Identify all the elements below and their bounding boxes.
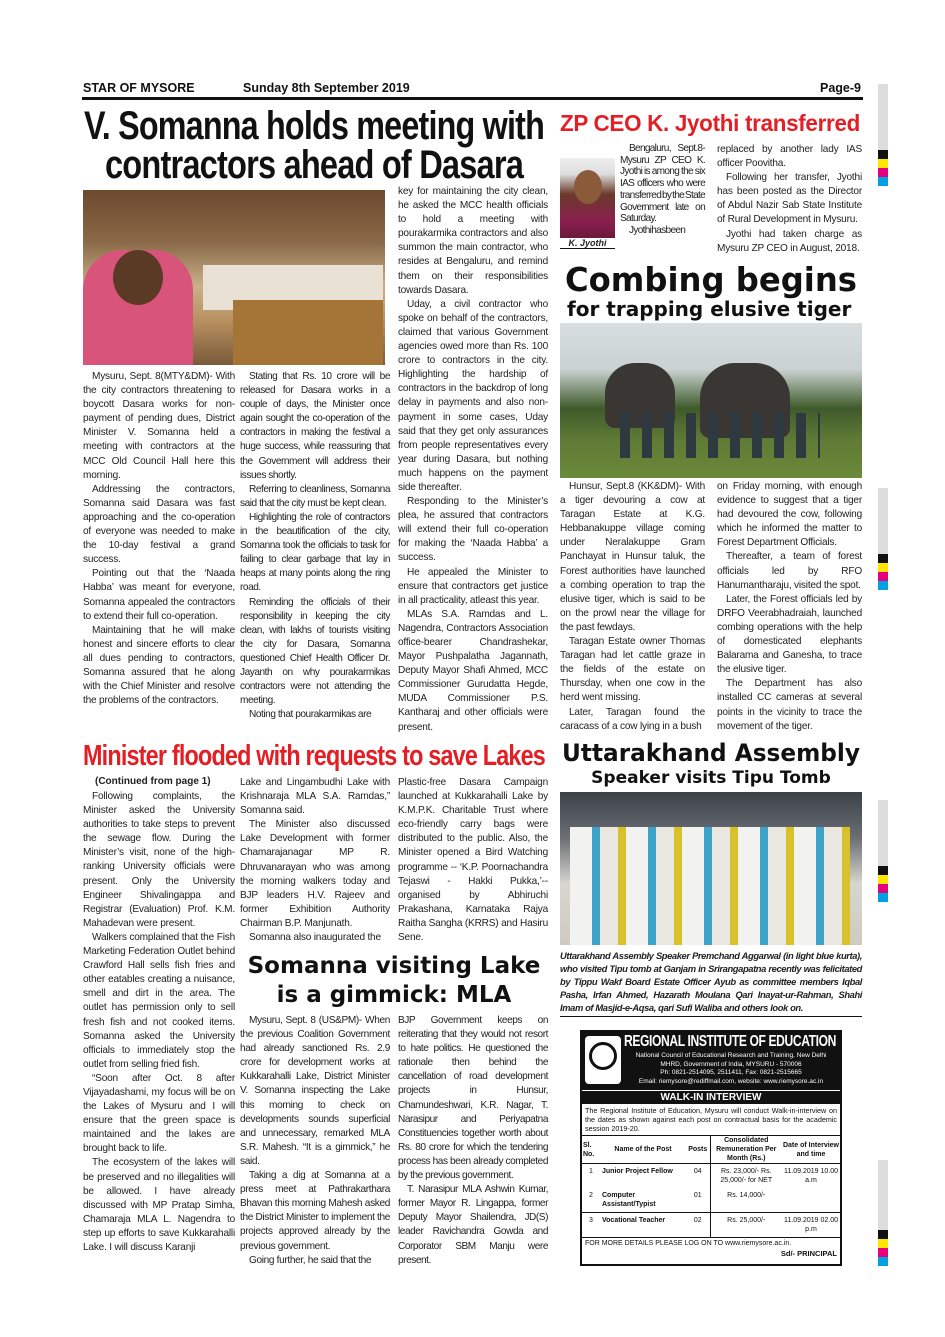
cell-post: Vocational Teacher	[602, 1217, 666, 1224]
ad-line2: MHRD, Government of India, MYSURU - 570006	[660, 1060, 802, 1068]
paragraph: Pointing out that the ‘Naada Habba’ was meant for everyone, Somanna appealed the contractors to extend their full co-operation.	[83, 568, 235, 622]
ad-posts-table	[582, 1135, 840, 1237]
paragraph: Jyothi has been	[629, 224, 686, 236]
ad-banner: WALK-IN INTERVIEW	[582, 1090, 840, 1104]
cell-count: 04	[686, 1164, 710, 1189]
paragraph: BJP Government keeps on reiterating that they would not resort to hate politics. He questioned the rationale then behind the cancellation of road development projects in Hunsur, Chamundeshwari, K.R. Nagar, T. Narasipur and Periyapatna Constituencies together worth about Rs. 80 crore for which the tendering process has been already completed by the previous government.	[398, 1015, 548, 1182]
paragraph: Taking a dig at Somanna at a press meet at Pathrakarthara Bhavan this morning Mahesh asked the District Minister to implement the projects approved already by the previous government.	[240, 1170, 390, 1252]
th-date: Date of Interview and time	[782, 1141, 839, 1158]
table-row	[582, 1164, 840, 1189]
paragraph: Referring to cleanliness, Somanna said that the city must be kept clean.	[240, 483, 390, 509]
paragraph: Following complaints, the Minister asked the University authorities to take steps to prevent the sewage flow. During the Minister’s visit, none of the high-ranking University officials were present. Only the University Engineer Shivalingappa and Registrar (Evaluation) Prof. K.M. Mahadevan were present.	[83, 791, 235, 929]
cell-date: 11.09.2019 02.00 p.m	[784, 1217, 838, 1233]
paragraph: Following her transfer, Jyothi has been posted as the Director of Abdul Nazir Sab State Institute of Rural Development in Mysuru.	[717, 172, 862, 226]
photo-wrap-spacer	[560, 157, 617, 257]
paragraph: He appealed the Minister to ensure that contractors get justice in all practicality, atleast this year.	[398, 566, 548, 606]
table-row	[582, 1188, 840, 1213]
headline-lakes: Minister flooded with requests to save Lakes	[83, 740, 545, 772]
ad-line1: National Council of Educational Research and Training, New Delhi	[635, 1052, 827, 1059]
paragraph: replaced by another lady IAS officer Poovitha.	[717, 144, 862, 170]
paragraph: Addressing the contractors, Somanna said Dasara was fast approaching and the co-operation of everyone was needed to make the 10-day festival a grand success.	[83, 483, 235, 566]
header-rule	[82, 97, 863, 100]
headline-uttarakhand-line2: Speaker visits Tipu Tomb	[591, 768, 831, 788]
paragraph: Hunsur, Sept.8 (KK&DM)- With a tiger devouring a cow at Taragan Estate at K.G. Hebbanakuppe village coming under Neralakuppe Gram Panchayat in Hunsur taluk, the Forest authorities have launched a combing operation to trap the elusive tiger, which is said to be on the prowl near the village for the past fewdays.	[560, 481, 705, 633]
ad-header	[582, 1032, 840, 1090]
headline-tiger-sub: for trapping elusive tiger	[567, 297, 852, 321]
paragraph: Reminding the officials of their responsibility in keeping the city clean, with lakhs of tourists visiting the city for Dasara, Somanna questioned Chief Health Officer Dr. Jayanth on why pourakarmikas contractors were not attending the meeting.	[240, 596, 390, 707]
headline-gimmick	[240, 952, 548, 1010]
headline-gimmick-line2: is a gimmick: MLA	[276, 982, 512, 1008]
continued-note: (Continued from page 1)	[95, 776, 211, 787]
th-sl: Sl. No.	[583, 1141, 595, 1158]
paragraph: key for maintaining the city clean, he asked the MCC health officials to hold a meeting with pourakarmika contractors and also summon the main contractor, who resides at Bengaluru, and remind them on their responsibilities towards Dasara.	[398, 186, 548, 296]
ncert-logo-icon	[585, 1036, 621, 1084]
paragraph: Maintaining that he will make honest and sincere efforts to clear all dues pending to contractors, Somanna assured that he along with the Chief Minister and resolve the problems of the contractors.	[83, 624, 235, 707]
cell-count: 02	[686, 1213, 710, 1238]
paragraph: Going further, he said that the	[249, 1254, 372, 1266]
cell-sl: 3	[589, 1217, 593, 1224]
cell-pay: Rs. 14,000/-	[727, 1192, 766, 1199]
paragraph: Stating that Rs. 10 crore will be released for Dasara works in a couple of days, the Minister once again sought the co-operation of the contractors in making the festival a huge success, while reassuring that the Government will address their issues shortly.	[240, 371, 390, 481]
lakes-col-1	[83, 790, 235, 1255]
paragraph: Later, Taragan found the caracass of a cow lying in a bush	[560, 706, 705, 732]
jyothi-photo-caption: K. Jyothi	[560, 238, 615, 249]
gimmick-col-2	[398, 1014, 548, 1268]
page-number: Page-9	[820, 81, 861, 95]
paragraph: Highlighting the role of contractors in the beautification of the city, Somanna took the officials to task for failing to clear garbage that lay in heaps at many points along the ring road.	[240, 511, 390, 594]
tiger-col-1	[560, 480, 705, 734]
ad-title: REGIONAL INSTITUTE OF EDUCATION	[624, 1033, 836, 1050]
paragraph: Mysuru, Sept. 8(MTY&DM)- With the city contractors threatening to boycott Dasara works for non-payment of pending dues, District Minister V. Somanna held a meeting with contractors at the MCC Old Council Hall here this morning.	[83, 371, 235, 481]
cell-count: 01	[686, 1188, 710, 1213]
paragraph: The Department has also installed CC cameras at several points in the vicinity to trace the movement of the tiger.	[717, 678, 862, 732]
paragraph: MLAs S.A. Ramdas and L. Nagendra, Contractors Association office-bearer Chandrashekar, Mayor Pushpalatha Jagannath, Deputy Mayor Shafi Ahmed, MCC Commissioner Gurudatta Hegde, MUDA Commissioner P.S. Kantharaj and other officials were present.	[398, 608, 548, 733]
paper-name: STAR OF MYSORE	[83, 81, 195, 95]
cell-sl: 2	[589, 1192, 593, 1199]
table-row	[582, 1213, 840, 1238]
headline-somanna-meeting: V. Somanna holds meeting with	[84, 104, 544, 148]
paragraph: The Minister also discussed Lake Development with former Chamarajanagar MP R. Dhruvanarayan who was among the morning walkers today and BJP leaders H.V. Rajeev and former Exhibition Authority Chairman B.P. Manjunath.	[240, 819, 390, 929]
ad-line4: Email: riemysore@rediffmail.com, website: www.riemysore.ac.in	[638, 1077, 824, 1085]
cell-date	[782, 1188, 840, 1213]
paragraph: Noting that pourakarmikas are	[249, 709, 372, 721]
paragraph: The ecosystem of the lakes will be preserved and no illegalities will be allowed. I have already discussed with MP Pratap Simha, Chamaraja MLA L. Nagendra to step up efforts to save Kukkarahalli Lake. I will discuss Karanji	[83, 1157, 235, 1253]
th-post: Name of the Post	[614, 1146, 672, 1153]
elephants-photo	[560, 323, 862, 478]
headline-gimmick-line1: Somanna visiting Lake	[247, 953, 541, 979]
th-remuneration: Consolidated Remuneration Per Month (Rs.)	[716, 1137, 777, 1162]
jyothi-col-2	[717, 143, 862, 256]
issue-date: Sunday 8th September 2019	[243, 81, 410, 95]
paragraph: Thereafter, a team of forest officials led by RFO Hanumantharaju, visited the spot.	[717, 551, 862, 591]
paragraph: Walkers complained that the Fish Marketing Federation Outlet behind Crawford Hall sells fish fries and other eatables creating a nuisance, smell and dirt in the area. The outlet has permission only to sell fresh fish and not cooked items. Somanna asked the University officials to immediately stop the outlet from selling fried fish.	[83, 931, 235, 1070]
paragraph: Taragan Estate owner Thomas Taragan had let cattle graze in the fields of the estate on Thursday, when one cow in the herd went missing.	[560, 636, 705, 704]
paragraph: Responding to the Minister’s plea, he assured that contractors will extend their full co-operation for making the ‘Naada Habba’ a success.	[398, 496, 548, 564]
lakes-col-2	[240, 776, 390, 945]
ad-footer: FOR MORE DETAILS PLEASE LOG ON TO www.riemysore.ac.in.	[582, 1237, 840, 1249]
rie-advertisement	[580, 1030, 842, 1266]
tipu-photo-caption: Uttarakhand Assembly Speaker Premchand Aggarwal (in light blue kurta), who visited Tipu tomb at Ganjam in Srirangapatna recently was felicitated by Tippu Wakf Board Estate Officer Ayub as committee members Iqbal Pasha, Irfan Ahmed, Hazarath Moulana Qari Inayat-ur-Rahman, Shahi Imam of Masjid-e-Aqsa, qari Sufi Waliba and others look on.	[560, 949, 862, 1017]
cell-post: Junior Project Fellow	[602, 1168, 673, 1175]
paragraph: T. Narasipur MLA Ashwin Kumar, former Mayor R. Lingappa, former Deputy Mayor Shailendra, JD(S) leader Ravichandra Gowda and Corporator SBM Manju were present.	[398, 1184, 548, 1266]
ad-signature: Sd/- PRINCIPAL	[780, 1249, 837, 1258]
paragraph: Later, the Forest officials led by DRFO Veerabhadraiah, launched combing operations with the help of domesticated elephants Balarama and Ganesha, to trace the elusive tiger.	[717, 593, 862, 676]
headline-jyothi: ZP CEO K. Jyothi transferred	[560, 110, 860, 136]
headline-somanna-meeting-line2: contractors ahead of Dasara	[105, 143, 523, 187]
paragraph: Somanna also inaugurated the	[249, 932, 381, 944]
cell-pay: Rs. 23,000/- Rs. 25,000/- for NET	[720, 1168, 773, 1184]
gimmick-col-1	[240, 1014, 390, 1268]
jyothi-col-1	[560, 143, 705, 257]
th-posts: Posts	[686, 1136, 710, 1164]
ad-intro: The Regional Institute of Education, Mysuru will conduct Walk-in-interview on the dates as shown against each post on contractual basis for the academic session 2019-20.	[585, 1106, 837, 1133]
somanna-meeting-col-1	[83, 370, 235, 708]
paragraph: Lake and Lingambudhi Lake with Krishnaraja MLA S.A. Ramdas,” Somanna said.	[240, 777, 390, 817]
somanna-meeting-col-2	[240, 370, 390, 722]
paragraph: Jyothi had taken charge as Mysuru ZP CEO in August, 2018.	[717, 228, 862, 254]
cell-pay: Rs. 25,000/-	[727, 1217, 766, 1224]
tiger-col-2	[717, 480, 862, 734]
paragraph: Plastic-free Dasara Campaign launched at Kukkarahalli Lake by K.M.P.K. Charitable Trust where eco-friendly carry bags were distributed to the public. Also, the Minister opened a Bird Watching programme -- ‘K.P. Poornachandra Tejaswi - Hakki Pukka,’-- organised by Abhiruchi Prakashana, Karnataka Rajya Raitha Sangha (KRRS) and Hasiru Sene.	[398, 777, 548, 944]
ad-line3: Ph: 0821-2514095, 2511411, Fax: 0821-2515665	[660, 1069, 802, 1077]
paragraph: on Friday morning, with enough evidence to suggest that a tiger had devoured the cow, following which he informed the matter to Forest Department Officials.	[717, 481, 862, 549]
paragraph: Uday, a civil contractor who spoke on behalf of the contractors, claimed that various Government agencies owed more than Rs. 100 crore to contractors in the city. Highlighting the hardship of contractors in the backdrop of long delay in payments and also non-payment in some cases, Uday said that they get only assurances from people representatives every year during Dasara, but nothing much happens on the payment side thereafter.	[398, 298, 548, 493]
lakes-col-3	[398, 776, 548, 945]
paragraph: Bengaluru, Sept.8- Mysuru ZP CEO K. Jyothi is among the six IAS officers who were transferred by the State Government late on Saturday.	[620, 143, 705, 225]
meeting-photo	[83, 190, 385, 365]
paragraph: Mysuru, Sept. 8 (US&PM)- When the previous Coalition Government had already sanctioned Rs. 2.9 crore for development works at Kukkarahalli Lake, District Minister V. Somanna inspecting the Lake this morning to check on developments sounds superficial and unnecessary, remarked MLA S.R. Mahesh. “It is a gimmick,” he said.	[240, 1015, 390, 1167]
cell-sl: 1	[589, 1168, 593, 1175]
paragraph: “Soon after Oct. 8 after Vijayadashami, my focus will be on the Lakes of Mysuru and I will ensure that the green space is maintained and the lakes are brought back to life.	[83, 1072, 235, 1155]
headline-uttarakhand	[560, 738, 862, 788]
somanna-meeting-col-3	[398, 185, 548, 735]
headline-tiger: Combing begins	[565, 260, 857, 299]
headline-uttarakhand-line1: Uttarakhand Assembly	[562, 739, 860, 767]
cell-post: Computer Assistant/Typist	[602, 1192, 656, 1208]
tipu-tomb-photo	[560, 792, 862, 945]
cell-date: 11.09.2019 10.00 a.m	[784, 1168, 838, 1184]
